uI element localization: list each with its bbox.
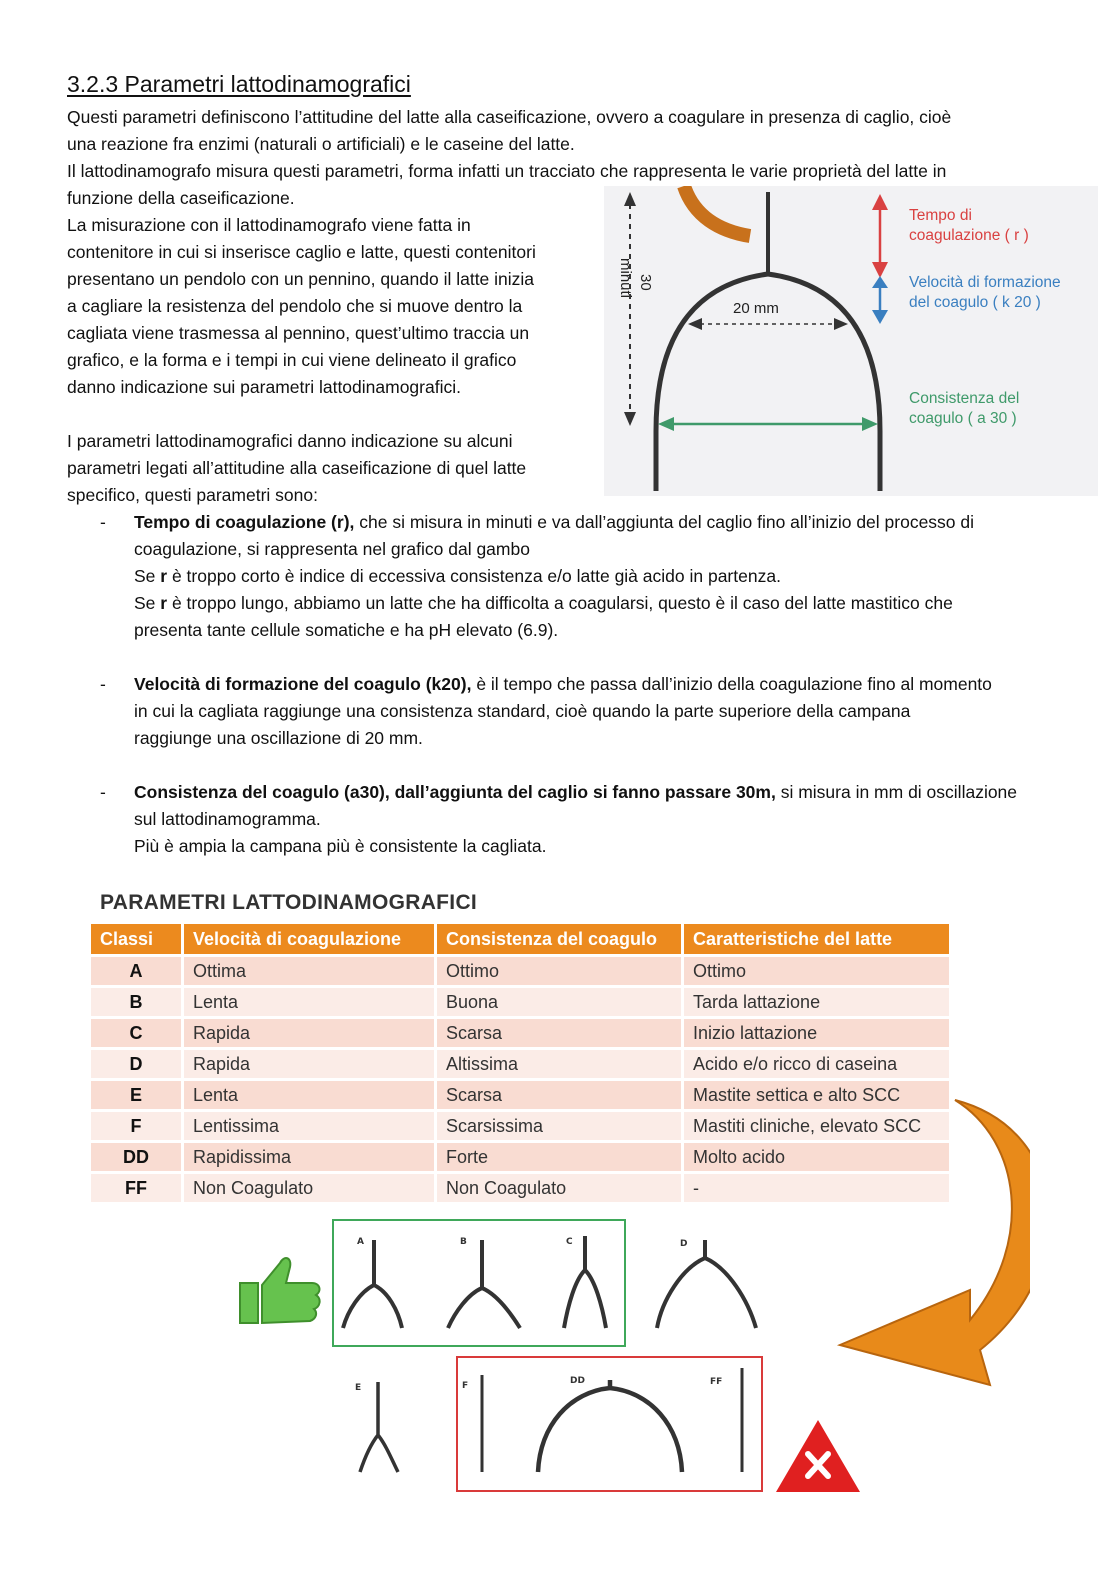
measurement-line-5: cagliata viene trasmessa al pennino, quest’ultimo traccia un <box>67 323 530 343</box>
measurement-line-4: a cagliare la resistenza del pendolo che si muove dentro la <box>67 296 523 316</box>
shape-label-a: A <box>357 1237 364 1247</box>
shape-d <box>657 1240 756 1328</box>
measurement-line-3: presentano un pendolo con un pennino, quando il latte inizia <box>67 269 535 289</box>
cell-class: E <box>91 1078 184 1109</box>
r-term: Tempo di coagulazione (r), <box>134 512 355 532</box>
r-label-line-2: coagulazione ( r ) <box>909 227 1029 244</box>
shape-label-f: F <box>462 1381 469 1391</box>
cell-class: C <box>91 1016 184 1047</box>
params-intro-line-3: specifico, questi parametri sono: <box>67 485 318 505</box>
cell-characteristics: Mastiti cliniche, elevato SCC <box>684 1109 952 1140</box>
cell-characteristics: Tarda lattazione <box>684 985 952 1016</box>
class-shapes <box>230 1210 890 1510</box>
header-velocita: Velocità di coagulazione <box>184 924 437 954</box>
header-caratteristiche: Caratteristiche del latte <box>684 924 952 954</box>
lattodinamogram-diagram <box>604 186 1098 496</box>
intro-line-1: Questi parametri definiscono l’attitudine del latte alla caseificazione, ovvero a coagulare in presenza di caglio, cioè <box>67 107 952 127</box>
r-text-4a: Se <box>134 593 161 613</box>
cell-characteristics: - <box>684 1171 952 1202</box>
cell-consistency: Buona <box>437 985 684 1016</box>
k20-label-line-1: Velocità di formazione <box>909 274 1061 291</box>
k20-label-line-2: del coagulo ( k 20 ) <box>909 294 1041 311</box>
cell-class: D <box>91 1047 184 1078</box>
intro-line-2: una reazione fra enzimi (naturali o artificiali) e le caseine del latte. <box>67 134 575 154</box>
r-text-3a: Se <box>134 566 161 586</box>
minutes-arrow-down-icon <box>624 412 636 426</box>
r-arrow-down-icon <box>872 262 888 278</box>
a30-arrow-right-icon <box>862 417 878 431</box>
k20-text-2: in cui la cagliata raggiunge una consistenza standard, cioè quando la parte superiore della campana <box>134 701 911 721</box>
r-arrow-up-icon <box>872 194 888 210</box>
cell-velocity: Rapida <box>184 1016 437 1047</box>
a30-arrow-left-icon <box>658 417 674 431</box>
cell-characteristics: Acido e/o ricco di caseina <box>684 1047 952 1078</box>
r-text-5: presenta tante cellule somatiche e ha pH elevato (6.9). <box>134 620 559 640</box>
table-row <box>91 1016 952 1047</box>
minutes-arrow-up-icon <box>624 192 636 206</box>
cell-consistency: Ottimo <box>437 954 684 985</box>
cell-class: F <box>91 1109 184 1140</box>
intro-line-3: Il lattodinamografo misura questi parametri, forma infatti un tracciato che rappresenta le varie proprietà del latte in <box>67 161 947 181</box>
width-label: 20 mm <box>733 300 779 317</box>
measurement-line-1: La misurazione con il lattodinamografo viene fatta in <box>67 215 471 235</box>
header-consistenza: Consistenza del coagulo <box>437 924 684 954</box>
width-arrow-right-icon <box>834 318 848 330</box>
k20-arrow-down-icon <box>872 310 888 324</box>
table-row <box>91 954 952 985</box>
r-label-line-1: Tempo di <box>909 207 972 224</box>
list-item-r: - Tempo di coagulazione (r), che si misura in minuti e va dall’aggiunta del caglio fino all’inizio del processo di coagulazione, si rappresenta nel grafico dal gambo Se r è troppo corto è indice di eccessiva consistenza e/o latte già acido in partenza. Se r è troppo lungo, abbiamo un latte che ha difficolta a coagularsi, questo è il caso del latte mastitico che presenta tante cellule somatiche e ha pH elevato (6.9). <box>100 509 1060 644</box>
cell-class: FF <box>91 1171 184 1202</box>
header-classi: Classi <box>91 924 184 954</box>
cell-class: B <box>91 985 184 1016</box>
shape-b <box>448 1240 520 1328</box>
cell-characteristics: Mastite settica e alto SCC <box>684 1078 952 1109</box>
shape-a <box>343 1240 402 1328</box>
shape-dd <box>538 1380 682 1472</box>
k20-text-3: raggiunge una oscillazione di 20 mm. <box>134 728 423 748</box>
table-header-row <box>91 924 952 954</box>
measurement-line-7: danno indicazione sui parametri lattodinamografici. <box>67 377 461 397</box>
cell-velocity: Non Coagulato <box>184 1171 437 1202</box>
cell-class: A <box>91 954 184 985</box>
k20-text-1: è il tempo che passa dall’inizio della coagulazione fino al momento <box>471 674 992 694</box>
list-item-a30: - Consistenza del coagulo (a30), dall’aggiunta del caglio si fanno passare 30m, si misura in mm di oscillazione sul lattodinamogramma. Più è ampia la campana più è consistente la cagliata. <box>100 779 1060 860</box>
cell-consistency: Forte <box>437 1140 684 1171</box>
table-title: PARAMETRI LATTODINAMOGRAFICI <box>100 891 478 914</box>
a30-label-line-1: Consistenza del <box>909 390 1020 407</box>
r-text-4b: è troppo lungo, abbiamo un latte che ha difficolta a coagularsi, questo è il caso del latte mastitico che <box>167 593 953 613</box>
shape-label-dd: DD <box>570 1376 585 1386</box>
parameters-list <box>100 509 1060 887</box>
intro-line-4: funzione della caseificazione. <box>67 188 295 208</box>
k20-term: Velocità di formazione del coagulo (k20), <box>134 674 472 694</box>
measurement-line-2: contenitore in cui si inserisce caglio e latte, questi contenitori <box>67 242 536 262</box>
cell-characteristics: Ottimo <box>684 954 952 985</box>
r-text-1: che si misura in minuti e va dall’aggiunta del caglio fino all’inizio del processo di <box>354 512 975 532</box>
params-intro-line-1: I parametri lattodinamografici danno indicazione su alcuni <box>67 431 513 451</box>
a30-label-line-2: coagulo ( a 30 ) <box>909 410 1017 427</box>
cell-velocity: Rapida <box>184 1047 437 1078</box>
a30-term: Consistenza del coagulo (a30), dall’aggiunta del caglio si fanno passare 30m, <box>134 782 776 802</box>
shape-c <box>564 1236 606 1328</box>
a30-text-2: sul lattodinamogramma. <box>134 809 321 829</box>
shape-label-b: B <box>460 1237 467 1247</box>
shape-label-ff: FF <box>710 1377 723 1387</box>
cell-velocity: Rapidissima <box>184 1140 437 1171</box>
r-text-3b: è troppo corto è indice di eccessiva consistenza e/o latte già acido in partenza. <box>167 566 781 586</box>
cell-characteristics: Molto acido <box>684 1140 952 1171</box>
good-classes-box <box>333 1220 625 1346</box>
width-arrow-left-icon <box>688 318 702 330</box>
orange-arrow-tail <box>684 186 750 236</box>
params-intro-line-2: parametri legati all’attitudine alla caseificazione di quel latte <box>67 458 527 478</box>
reject-x-icon <box>776 1420 860 1492</box>
list-item-k20: - Velocità di formazione del coagulo (k20), è il tempo che passa dall’inizio della coagulazione fino al momento in cui la cagliata raggiunge una consistenza standard, cioè quando la parte superiore della campana raggiunge una oscillazione di 20 mm. <box>100 671 1060 752</box>
a30-text-1: si misura in mm di oscillazione <box>775 782 1018 802</box>
cell-velocity: Lenta <box>184 985 437 1016</box>
minutes-unit: minuti <box>617 258 634 299</box>
cell-velocity: Lenta <box>184 1078 437 1109</box>
shape-label-c: C <box>566 1237 573 1247</box>
section-heading: 3.2.3 Parametri lattodinamografici <box>67 71 411 97</box>
measurement-line-6: grafico, e la forma e i tempi in cui viene delineato il grafico <box>67 350 517 370</box>
cell-velocity: Ottima <box>184 954 437 985</box>
cell-characteristics: Inizio lattazione <box>684 1016 952 1047</box>
k20-arrow-up-icon <box>872 276 888 288</box>
table-row <box>91 985 952 1016</box>
cell-velocity: Lentissima <box>184 1109 437 1140</box>
cell-consistency: Scarsissima <box>437 1109 684 1140</box>
cell-class: DD <box>91 1140 184 1171</box>
cell-consistency: Non Coagulato <box>437 1171 684 1202</box>
cell-consistency: Altissima <box>437 1047 684 1078</box>
r-symbol-long: r <box>160 593 168 613</box>
minutes-value: 30 <box>637 274 654 291</box>
table-row <box>91 1047 952 1078</box>
shape-label-d: D <box>680 1239 688 1249</box>
shape-e <box>360 1382 398 1472</box>
r-symbol-short: r <box>160 566 168 586</box>
cell-consistency: Scarsa <box>437 1078 684 1109</box>
thumbs-up-icon <box>240 1258 320 1323</box>
shape-label-e: E <box>355 1383 362 1393</box>
r-text-2: coagulazione, si rappresenta nel grafico dal gambo <box>134 539 530 559</box>
a30-text-3: Più è ampia la campana più è consistente la cagliata. <box>134 836 547 856</box>
cell-consistency: Scarsa <box>437 1016 684 1047</box>
